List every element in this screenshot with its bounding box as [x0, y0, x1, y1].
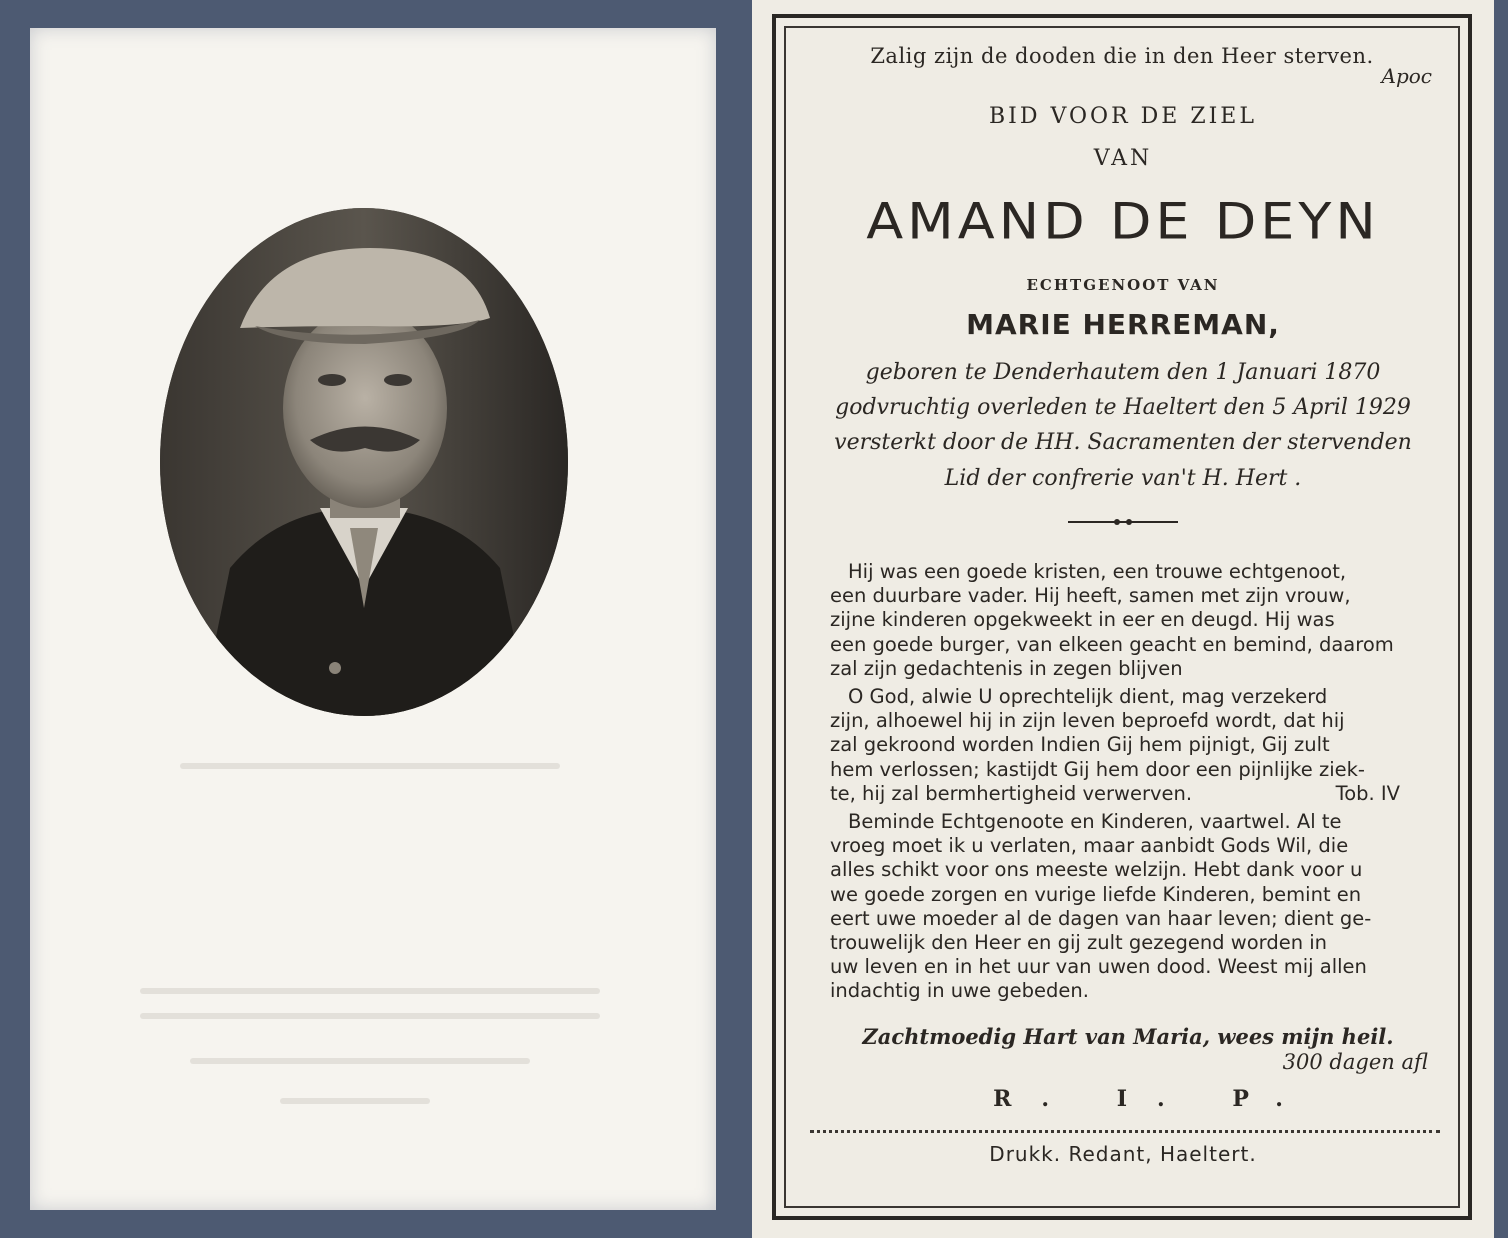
faded-line: [280, 1098, 430, 1104]
text-line: zal gekroond worden Indien Gij hem pijnigt, Gij zult: [830, 733, 1330, 757]
paragraph-2: [830, 685, 1420, 806]
dotted-rule: [810, 1130, 1440, 1133]
spouse-label: ECHTGENOOT VAN: [1026, 276, 1220, 294]
faded-line: [140, 1013, 600, 1019]
printer-credit: Drukk. Redant, Haeltert.: [989, 1142, 1257, 1166]
paragraph-3: [830, 810, 1420, 1004]
death-line: godvruchtig overleden te Haeltert den 5 April 1929: [835, 395, 1411, 420]
birth-line: geboren te Denderhautem den 1 Januari 1870: [865, 360, 1381, 385]
text-line: alles schikt voor ons meeste welzijn. Hebt dank voor u: [830, 858, 1363, 882]
bible-motto: Zalig zijn de dooden die in den Heer sterven.: [870, 44, 1374, 68]
text-line: zal zijn gedachtenis in zegen blijven: [830, 656, 1183, 680]
indulgence-note: 300 dagen afl: [1282, 1050, 1428, 1074]
text-line: Beminde Echtgenoote en Kinderen, vaartwel. Al te: [848, 810, 1342, 834]
text-line: O God, alwie U oprechtelijk dient, mag verzekerd: [848, 685, 1328, 709]
spouse-name: MARIE HERREMAN,: [966, 308, 1280, 341]
text-line: uw leven en in het uur van uwen dood. Weest mij allen: [830, 955, 1367, 979]
deceased-name: AMAND DE DEYN: [866, 192, 1380, 251]
photo-card: [30, 28, 716, 1210]
tobit-reference: Tob. IV: [1335, 781, 1400, 805]
rip-text: R. I. P.: [993, 1086, 1313, 1112]
portrait-photo: [160, 208, 568, 716]
faded-line: [190, 1058, 530, 1064]
text-line-with-ref: [830, 782, 1420, 806]
ornament-divider: [1068, 518, 1178, 526]
text-card: [752, 0, 1494, 1238]
text-line: zijn, alhoewel hij in zijn leven beproefd wordt, dat hij: [830, 709, 1345, 733]
motto-reference: Apoc: [1381, 64, 1432, 88]
text-line: indachtig in uwe gebeden.: [830, 979, 1089, 1003]
prayer-heading: BID VOOR DE ZIEL: [989, 104, 1257, 129]
membership-line: Lid der confrerie van't H. Hert .: [944, 466, 1302, 491]
paragraph-1: [830, 560, 1420, 681]
faded-line: [140, 988, 600, 994]
text-line: hem verlossen; kastijdt Gij hem door een pijnlijke ziek-: [830, 757, 1365, 781]
text-line: een goede burger, van elkeen geacht en bemind, daarom: [830, 632, 1394, 656]
text-line: eert uwe moeder al de dagen van haar leven; dient ge-: [830, 906, 1372, 930]
sacraments-line: versterkt door de HH. Sacramenten der stervenden: [834, 430, 1412, 455]
text-line: trouwelijk den Heer en gij zult gezegend worden in: [830, 931, 1328, 955]
text-line: vroeg moet ik u verlaten, maar aanbidt Gods Wil, die: [830, 834, 1349, 858]
text-line: we goede zorgen en vurige liefde Kinderen, bemint en: [830, 882, 1362, 906]
text-line: zijne kinderen opgekweekt in eer en deugd. Hij was: [830, 608, 1335, 632]
memorial-text: [830, 560, 1420, 1008]
text-line: een duurbare vader. Hij heeft, samen met zijn vrouw,: [830, 584, 1351, 608]
closing-prayer: Zachtmoedig Hart van Maria, wees mijn heil.: [862, 1024, 1394, 1049]
prayer-van: VAN: [1093, 146, 1153, 171]
text-line: te, hij zal bermhertigheid verwerven.: [830, 781, 1193, 805]
faded-line: [180, 763, 560, 769]
text-line: Hij was een goede kristen, een trouwe echtgenoot,: [848, 560, 1347, 583]
